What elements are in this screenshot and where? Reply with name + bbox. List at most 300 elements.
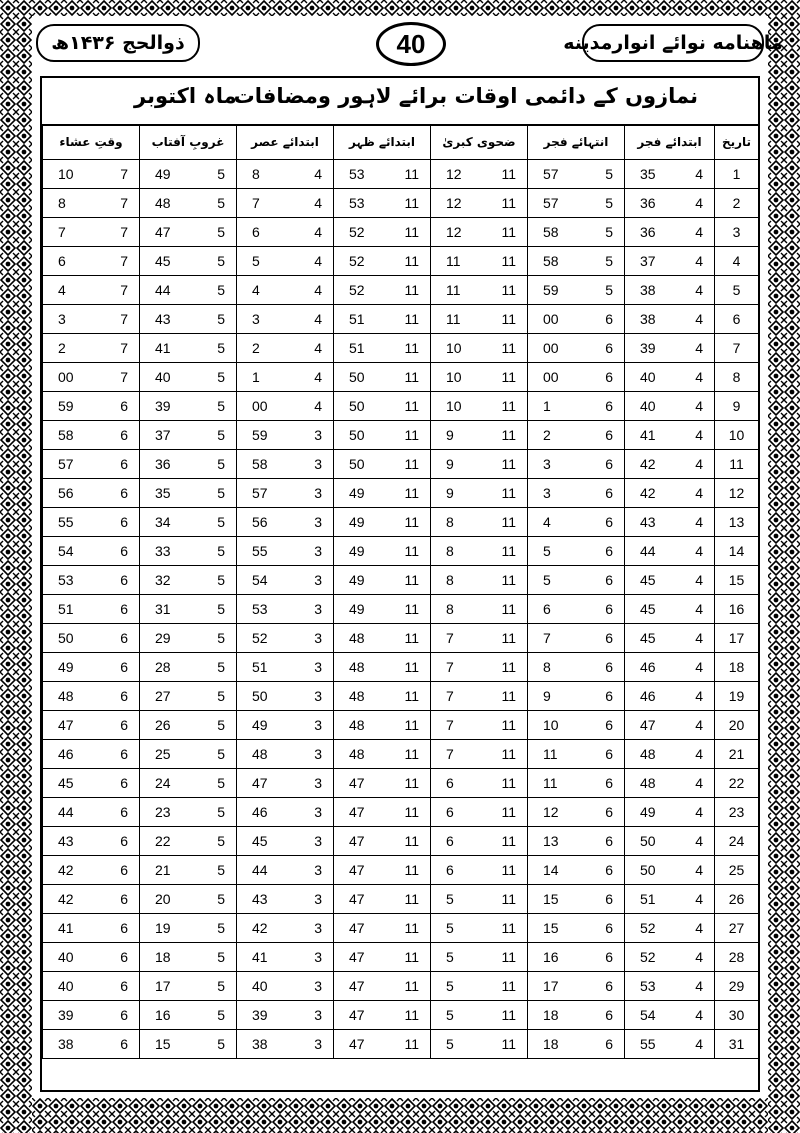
time-cell-isha (43, 1030, 140, 1059)
time-pair (431, 311, 527, 327)
date-cell: 28 (715, 943, 759, 972)
minute-value: 25 (155, 746, 171, 762)
time-pair (43, 543, 139, 559)
time-cell-zuhr (334, 827, 431, 856)
time-pair (334, 282, 430, 298)
hour-value: 11 (404, 978, 419, 994)
minute-value: 47 (349, 978, 365, 994)
hour-value: 5 (605, 166, 613, 182)
hour-value: 11 (501, 978, 516, 994)
time-cell-asr (237, 1001, 334, 1030)
minute-value: 45 (640, 630, 656, 646)
time-pair (625, 688, 714, 704)
time-pair (431, 601, 527, 617)
time-cell-zahwa (431, 508, 528, 537)
time-pair (431, 398, 527, 414)
minute-value: 15 (155, 1036, 171, 1052)
hour-value: 6 (120, 717, 128, 733)
time-pair (140, 833, 236, 849)
time-pair (43, 456, 139, 472)
table-row (43, 218, 759, 247)
time-cell-sunset (140, 914, 237, 943)
time-pair (625, 978, 714, 994)
hour-value: 11 (501, 804, 516, 820)
minute-value: 59 (543, 282, 559, 298)
time-cell-zahwa (431, 189, 528, 218)
time-pair (625, 717, 714, 733)
time-cell-asr (237, 740, 334, 769)
time-cell-sunset (140, 421, 237, 450)
time-cell-zuhr (334, 276, 431, 305)
time-pair (43, 804, 139, 820)
time-cell-sunset (140, 798, 237, 827)
time-pair (140, 746, 236, 762)
minute-value: 5 (252, 253, 260, 269)
hour-value: 11 (404, 456, 419, 472)
hour-value: 6 (605, 311, 613, 327)
hour-value: 4 (695, 717, 703, 733)
hour-value: 6 (120, 1036, 128, 1052)
time-pair (140, 195, 236, 211)
time-pair (237, 1007, 333, 1023)
hour-value: 5 (217, 833, 225, 849)
hour-value: 3 (314, 1036, 322, 1052)
time-cell-fajr-start (625, 479, 715, 508)
time-cell-isha (43, 682, 140, 711)
time-cell-asr (237, 943, 334, 972)
hour-value: 6 (120, 775, 128, 791)
hour-value: 11 (404, 1007, 419, 1023)
table-row (43, 508, 759, 537)
hour-value: 6 (120, 920, 128, 936)
time-pair (528, 253, 624, 269)
hour-value: 4 (314, 224, 322, 240)
prayer-times-frame (40, 76, 760, 1092)
time-pair (237, 920, 333, 936)
time-cell-sunset (140, 450, 237, 479)
time-cell-fajr-end (528, 160, 625, 189)
time-cell-fajr-start (625, 769, 715, 798)
column-header-zahwa: ضحوی کبریٰ (431, 125, 528, 160)
time-pair (140, 311, 236, 327)
hour-value: 4 (695, 891, 703, 907)
time-cell-asr (237, 392, 334, 421)
hour-value: 11 (404, 543, 419, 559)
table-month-title: ماہ اکتوبر (134, 84, 237, 108)
hour-value: 7 (120, 282, 128, 298)
hour-value: 4 (695, 195, 703, 211)
column-header-date: تاریخ (715, 125, 759, 160)
minute-value: 7 (58, 224, 66, 240)
time-cell-sunset (140, 392, 237, 421)
hour-value: 4 (695, 398, 703, 414)
time-cell-asr (237, 276, 334, 305)
minute-value: 7 (446, 659, 454, 675)
hour-value: 5 (217, 340, 225, 356)
minute-value: 6 (446, 862, 454, 878)
hour-value: 5 (217, 311, 225, 327)
table-row (43, 885, 759, 914)
time-pair (237, 775, 333, 791)
hour-value: 6 (120, 485, 128, 501)
hour-value: 4 (695, 978, 703, 994)
minute-value: 42 (640, 456, 656, 472)
time-pair (237, 949, 333, 965)
time-pair (528, 572, 624, 588)
time-cell-asr (237, 827, 334, 856)
minute-value: 49 (252, 717, 268, 733)
time-pair (43, 630, 139, 646)
hour-value: 4 (695, 572, 703, 588)
minute-value: 3 (252, 311, 260, 327)
time-cell-sunset (140, 885, 237, 914)
minute-value: 50 (58, 630, 74, 646)
table-row (43, 363, 759, 392)
hour-value: 3 (314, 717, 322, 733)
time-cell-asr (237, 682, 334, 711)
column-header-fajr-end: انتہائے فجر (528, 125, 625, 160)
time-pair (237, 456, 333, 472)
hour-value: 3 (314, 456, 322, 472)
hour-value: 5 (217, 224, 225, 240)
time-pair (237, 862, 333, 878)
hour-value: 5 (217, 659, 225, 675)
hour-value: 4 (695, 224, 703, 240)
hour-value: 3 (314, 485, 322, 501)
time-cell-fajr-start (625, 247, 715, 276)
time-pair (140, 717, 236, 733)
time-cell-fajr-start (625, 1001, 715, 1030)
time-pair (334, 514, 430, 530)
minute-value: 42 (252, 920, 268, 936)
minute-value: 5 (446, 1036, 454, 1052)
hour-value: 11 (501, 833, 516, 849)
table-row (43, 276, 759, 305)
column-header-isha: وقتِ عشاء (43, 125, 140, 160)
time-cell-fajr-end (528, 305, 625, 334)
time-cell-fajr-start (625, 363, 715, 392)
hour-value: 3 (314, 514, 322, 530)
time-cell-zahwa (431, 421, 528, 450)
minute-value: 4 (58, 282, 66, 298)
time-pair (528, 630, 624, 646)
time-cell-fajr-end (528, 769, 625, 798)
hour-value: 5 (217, 978, 225, 994)
date-cell: 22 (715, 769, 759, 798)
time-pair (140, 1007, 236, 1023)
date-cell: 3 (715, 218, 759, 247)
hour-value: 11 (501, 340, 516, 356)
time-pair (237, 543, 333, 559)
time-pair (528, 804, 624, 820)
table-row (43, 1001, 759, 1030)
hour-value: 6 (120, 659, 128, 675)
minute-value: 5 (446, 920, 454, 936)
time-pair (43, 775, 139, 791)
hour-value: 11 (501, 659, 516, 675)
minute-value: 12 (446, 224, 462, 240)
time-pair (334, 688, 430, 704)
time-pair (43, 485, 139, 501)
time-cell-fajr-start (625, 450, 715, 479)
minute-value: 8 (543, 659, 551, 675)
time-pair (625, 1007, 714, 1023)
time-pair (140, 543, 236, 559)
hour-value: 6 (605, 514, 613, 530)
minute-value: 54 (58, 543, 74, 559)
time-pair (140, 282, 236, 298)
hour-value: 4 (695, 746, 703, 762)
time-cell-asr (237, 218, 334, 247)
time-cell-zahwa (431, 334, 528, 363)
hour-value: 6 (605, 978, 613, 994)
hour-value: 11 (404, 775, 419, 791)
time-cell-asr (237, 479, 334, 508)
time-pair (334, 427, 430, 443)
time-cell-zuhr (334, 943, 431, 972)
time-pair (140, 224, 236, 240)
minute-value: 20 (155, 891, 171, 907)
hour-value: 3 (314, 543, 322, 559)
minute-value: 11 (543, 775, 558, 791)
column-header-fajr-start: ابتدائے فجر (625, 125, 715, 160)
hour-value: 11 (501, 630, 516, 646)
time-pair (625, 1036, 714, 1052)
time-pair (431, 282, 527, 298)
time-pair (43, 978, 139, 994)
time-cell-fajr-end (528, 827, 625, 856)
date-cell: 21 (715, 740, 759, 769)
hour-value: 5 (217, 1007, 225, 1023)
time-cell-fajr-start (625, 856, 715, 885)
minute-value: 56 (252, 514, 268, 530)
time-cell-zahwa (431, 827, 528, 856)
time-pair (431, 1036, 527, 1052)
date-cell: 4 (715, 247, 759, 276)
time-pair (431, 920, 527, 936)
minute-value: 39 (640, 340, 656, 356)
time-pair (625, 601, 714, 617)
time-cell-zahwa (431, 885, 528, 914)
hour-value: 5 (217, 804, 225, 820)
time-pair (140, 369, 236, 385)
hour-value: 6 (120, 456, 128, 472)
time-cell-fajr-end (528, 711, 625, 740)
hour-value: 7 (120, 166, 128, 182)
time-cell-sunset (140, 624, 237, 653)
hour-value: 5 (217, 195, 225, 211)
time-cell-sunset (140, 769, 237, 798)
time-pair (334, 340, 430, 356)
time-pair (43, 195, 139, 211)
minute-value: 00 (252, 398, 268, 414)
hour-value: 6 (120, 891, 128, 907)
hour-value: 3 (314, 630, 322, 646)
hour-value: 11 (501, 282, 516, 298)
time-cell-sunset (140, 1030, 237, 1059)
time-pair (431, 775, 527, 791)
time-cell-fajr-start (625, 566, 715, 595)
time-pair (334, 369, 430, 385)
time-cell-zahwa (431, 1001, 528, 1030)
minute-value: 7 (446, 630, 454, 646)
date-cell: 8 (715, 363, 759, 392)
time-pair (431, 253, 527, 269)
date-cell: 27 (715, 914, 759, 943)
time-pair (625, 514, 714, 530)
minute-value: 10 (446, 398, 462, 414)
hour-value: 6 (120, 746, 128, 762)
time-cell-zuhr (334, 885, 431, 914)
time-cell-fajr-start (625, 334, 715, 363)
hour-value: 4 (695, 601, 703, 617)
minute-value: 49 (349, 514, 365, 530)
hour-value: 3 (314, 572, 322, 588)
hour-value: 11 (501, 717, 516, 733)
hour-value: 11 (404, 717, 419, 733)
time-pair (528, 833, 624, 849)
minute-value: 48 (155, 195, 171, 211)
time-cell-zahwa (431, 740, 528, 769)
minute-value: 47 (349, 804, 365, 820)
hour-value: 11 (501, 688, 516, 704)
time-pair (625, 746, 714, 762)
time-cell-asr (237, 624, 334, 653)
minute-value: 11 (543, 746, 558, 762)
hour-value: 11 (501, 1036, 516, 1052)
time-cell-sunset (140, 566, 237, 595)
hour-value: 5 (217, 253, 225, 269)
hour-value: 11 (404, 572, 419, 588)
table-row (43, 711, 759, 740)
time-pair (43, 688, 139, 704)
minute-value: 13 (543, 833, 559, 849)
time-pair (140, 340, 236, 356)
time-pair (528, 224, 624, 240)
hour-value: 6 (605, 1036, 613, 1052)
time-cell-fajr-start (625, 537, 715, 566)
minute-value: 21 (155, 862, 171, 878)
time-pair (140, 514, 236, 530)
time-cell-fajr-start (625, 276, 715, 305)
time-pair (43, 427, 139, 443)
time-pair (237, 630, 333, 646)
time-cell-zuhr (334, 218, 431, 247)
minute-value: 6 (446, 833, 454, 849)
minute-value: 48 (349, 630, 365, 646)
time-cell-fajr-start (625, 595, 715, 624)
time-pair (43, 572, 139, 588)
time-pair (140, 1036, 236, 1052)
time-cell-asr (237, 914, 334, 943)
minute-value: 38 (640, 282, 656, 298)
ornament-pattern-right (768, 0, 800, 1133)
table-row (43, 624, 759, 653)
ornament-pattern-top (0, 0, 800, 16)
time-cell-zahwa (431, 537, 528, 566)
time-cell-isha (43, 392, 140, 421)
minute-value: 52 (349, 253, 365, 269)
time-cell-zuhr (334, 537, 431, 566)
minute-value: 12 (543, 804, 559, 820)
hour-value: 6 (120, 514, 128, 530)
time-cell-isha (43, 508, 140, 537)
time-pair (140, 601, 236, 617)
minute-value: 40 (252, 978, 268, 994)
time-cell-zuhr (334, 682, 431, 711)
minute-value: 40 (640, 369, 656, 385)
hour-value: 4 (695, 427, 703, 443)
hour-value: 5 (217, 369, 225, 385)
minute-value: 54 (252, 572, 268, 588)
table-row (43, 247, 759, 276)
time-pair (528, 891, 624, 907)
table-row (43, 305, 759, 334)
hour-value: 6 (605, 891, 613, 907)
time-pair (334, 572, 430, 588)
time-cell-zahwa (431, 769, 528, 798)
hour-value: 5 (217, 920, 225, 936)
date-cell: 9 (715, 392, 759, 421)
minute-value: 49 (640, 804, 656, 820)
time-pair (43, 340, 139, 356)
time-pair (334, 717, 430, 733)
minute-value: 50 (349, 427, 365, 443)
time-pair (528, 369, 624, 385)
time-pair (43, 833, 139, 849)
time-pair (625, 485, 714, 501)
minute-value: 18 (543, 1036, 559, 1052)
time-cell-fajr-start (625, 421, 715, 450)
date-cell: 6 (715, 305, 759, 334)
hour-value: 11 (501, 485, 516, 501)
minute-value: 49 (349, 572, 365, 588)
date-cell: 26 (715, 885, 759, 914)
minute-value: 6 (543, 601, 551, 617)
hour-value: 6 (605, 862, 613, 878)
time-pair (237, 253, 333, 269)
time-cell-asr (237, 856, 334, 885)
hour-value: 5 (217, 688, 225, 704)
minute-value: 43 (252, 891, 268, 907)
minute-value: 54 (640, 1007, 656, 1023)
time-cell-asr (237, 769, 334, 798)
hour-value: 6 (605, 398, 613, 414)
hour-value: 4 (695, 282, 703, 298)
time-pair (43, 949, 139, 965)
minute-value: 35 (640, 166, 656, 182)
minute-value: 10 (446, 369, 462, 385)
time-pair (43, 369, 139, 385)
minute-value: 45 (58, 775, 74, 791)
minute-value: 18 (543, 1007, 559, 1023)
minute-value: 37 (155, 427, 171, 443)
hour-value: 5 (217, 427, 225, 443)
time-cell-zuhr (334, 1001, 431, 1030)
time-pair (237, 746, 333, 762)
time-cell-zahwa (431, 1030, 528, 1059)
time-cell-sunset (140, 305, 237, 334)
hour-value: 11 (501, 427, 516, 443)
minute-value: 52 (640, 949, 656, 965)
hour-value: 4 (695, 514, 703, 530)
date-cell: 14 (715, 537, 759, 566)
time-pair (43, 1036, 139, 1052)
minute-value: 00 (543, 311, 559, 327)
hour-value: 4 (695, 833, 703, 849)
minute-value: 17 (543, 978, 559, 994)
time-pair (431, 833, 527, 849)
